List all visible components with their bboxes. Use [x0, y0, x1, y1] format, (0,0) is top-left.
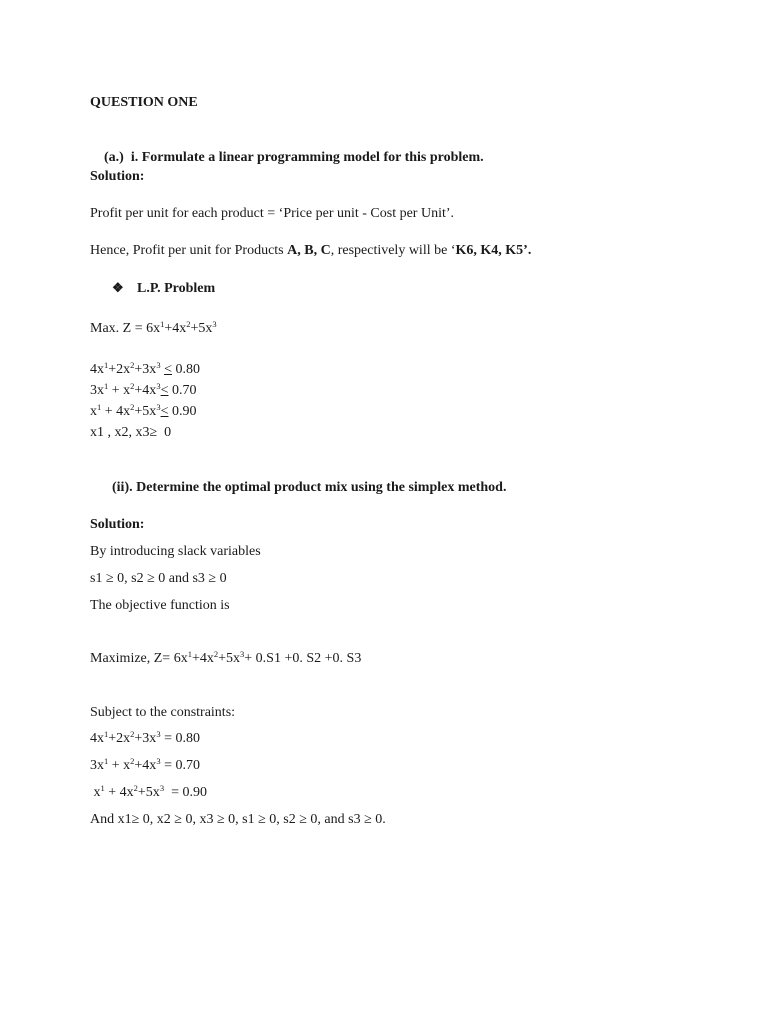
part-a-prefix: (a.) i. [104, 150, 142, 165]
equality-constraint-2: $3x^1 + x^2+4x^3 = 0.70$ [90, 756, 200, 773]
maximize-function: Maximize, $Z= 6x^1+4x^2+5x^3+ 0.S1 +0$. S2 +0. S3 [90, 649, 362, 666]
objective-intro: The objective function is [90, 598, 230, 613]
constraint-1: $4x^1+2x^2+3x^3 < 0.80$ [90, 360, 200, 377]
part-a-text: Formulate a linear programming model for this problem. [141, 150, 484, 165]
question-heading: QUESTION ONE [90, 95, 198, 110]
constraint-2: $3x^1 + x^2+4x^3< 0.70$ [90, 381, 197, 398]
profit-per-product [90, 242, 531, 260]
part-a-heading [90, 131, 484, 185]
products-list: A, B, C [287, 243, 331, 258]
part-ii-heading: (ii). Determine the optimal product mix using the simplex method. [112, 480, 507, 495]
profit-values: K6, K4, K5’. [455, 243, 532, 258]
non-negativity: x1 , x2, x3≥ 0 [90, 425, 172, 440]
solution-label: Solution: [90, 169, 145, 184]
slack-variables: s1 ≥ 0, s2 ≥ 0 and s3 ≥ 0 [90, 571, 227, 586]
profit-definition: Profit per unit for each product = ‘Price per unit - Cost per Unit’. [90, 206, 455, 221]
hence-text-2: , respectively will be ‘ [330, 243, 456, 258]
equality-constraint-1: $4x^1+2x^2+3x^3 = 0.80$ [90, 729, 200, 746]
hence-text-1: Hence, Profit per unit for Products [90, 243, 288, 258]
slack-intro: By introducing slack variables [90, 544, 261, 559]
final-non-negativity: And x1≥ 0, x2 ≥ 0, x3 ≥ 0, s1 ≥ 0, s2 ≥ 0, and s3 ≥ 0. [90, 812, 386, 827]
objective-max: Max. $Z = 6x^1+4x^2+5x^3$ [90, 319, 217, 336]
constraint-3: $x^1 + 4x^2+5x^3< 0.90$ [90, 402, 197, 419]
solution-label-2: Solution: [90, 517, 145, 532]
equality-constraint-3: $x^1 + 4x^2+5x^3 = 0.90$ [90, 783, 207, 800]
subject-to: Subject to the constraints: [90, 705, 236, 720]
lp-problem-heading: L.P. Problem [137, 281, 216, 296]
diamond-bullet-icon: ❖ [112, 280, 124, 295]
